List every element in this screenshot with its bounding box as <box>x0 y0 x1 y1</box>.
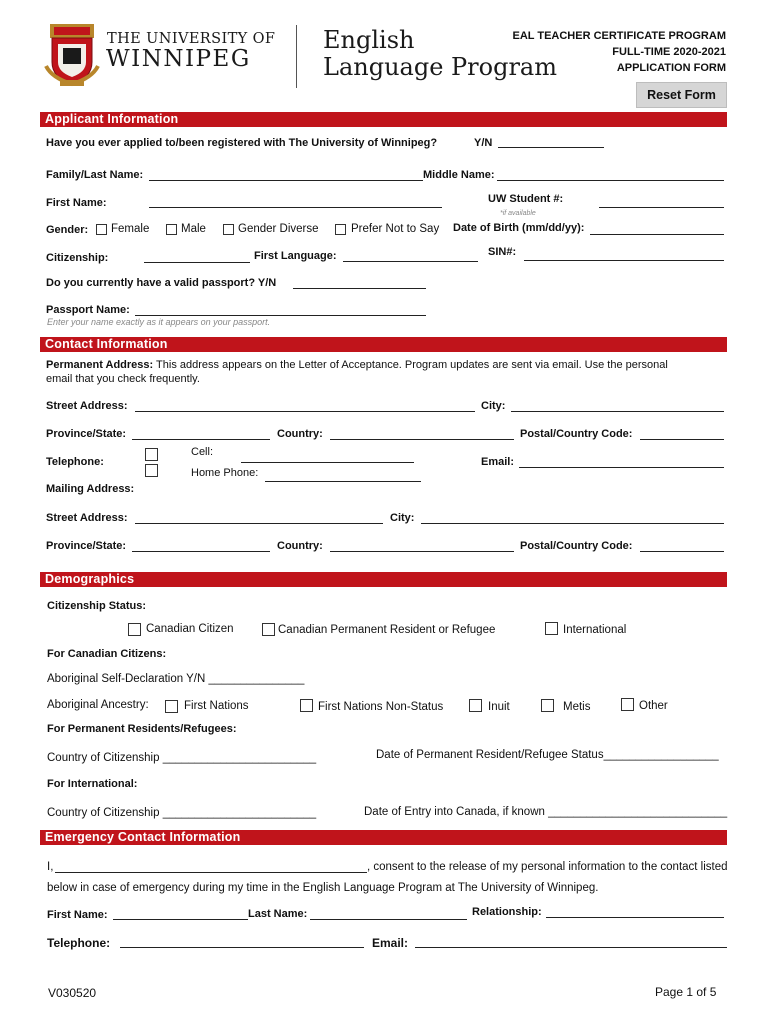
program-name-line2: Language Program <box>323 53 557 81</box>
consent-i-label: I, <box>47 861 54 873</box>
dob-label: Date of Birth (mm/dd/yy): <box>453 222 585 234</box>
middle-name-label: Middle Name: <box>423 169 495 181</box>
home-phone-field[interactable] <box>265 481 421 482</box>
gender-female-checkbox[interactable] <box>96 224 107 235</box>
consent-name-field[interactable] <box>55 872 367 873</box>
emergency-email-label: Email: <box>372 936 409 950</box>
postal-label: Postal/Country Code: <box>520 428 633 440</box>
permanent-address-note-line2: email that you check frequently. <box>46 373 200 385</box>
other-checkbox[interactable] <box>621 698 634 711</box>
family-name-field[interactable] <box>149 180 423 181</box>
canadian-citizen-checkbox[interactable] <box>128 623 141 636</box>
gender-male-label: Male <box>181 223 206 235</box>
passport-name-label: Passport Name: <box>46 304 130 316</box>
mailing-city-label: City: <box>390 512 415 524</box>
permanent-resident-checkbox[interactable] <box>262 623 275 636</box>
citizenship-label: Citizenship: <box>46 252 109 264</box>
mailing-street-label: Street Address: <box>46 512 128 524</box>
emergency-telephone-label: Telephone: <box>47 936 111 950</box>
document-title <box>513 28 727 76</box>
email-label: Email: <box>481 456 515 468</box>
international-checkbox[interactable] <box>545 622 558 635</box>
version-code: V030520 <box>48 986 97 1000</box>
passport-yn-field[interactable] <box>293 288 426 289</box>
applied-yn-label: Y/N <box>474 137 493 149</box>
home-phone-label: Home Phone: <box>191 467 259 479</box>
gender-male-checkbox[interactable] <box>166 224 177 235</box>
document-title-line2: FULL-TIME 2020-2021 <box>612 46 726 58</box>
uw-student-field[interactable] <box>599 207 724 208</box>
family-name-label: Family/Last Name: <box>46 169 144 181</box>
section-title-emergency: Emergency Contact Information <box>45 830 241 844</box>
gender-diverse-checkbox[interactable] <box>223 224 234 235</box>
passport-question: Do you currently have a valid passport? Y/N <box>46 277 277 289</box>
gender-prefer-not-checkbox[interactable] <box>335 224 346 235</box>
permanent-resident-label: Canadian Permanent Resident or Refugee <box>278 624 496 636</box>
for-permanent-residents-label: For Permanent Residents/Refugees: <box>47 723 237 735</box>
metis-checkbox[interactable] <box>541 699 554 712</box>
section-bar-contact <box>40 337 727 352</box>
uw-student-label: UW Student #: <box>488 193 564 205</box>
passport-name-hint: Enter your name exactly as it appears on your passport. <box>47 317 271 327</box>
first-name-field[interactable] <box>149 207 442 208</box>
middle-name-field[interactable] <box>497 180 724 181</box>
email-field[interactable] <box>519 467 724 468</box>
entry-date-canada[interactable]: Date of Entry into Canada, if known ____________________________ <box>364 806 728 818</box>
page-number: Page 1 of 5 <box>655 985 717 999</box>
citizenship-field[interactable] <box>144 262 250 263</box>
section-bar-applicant <box>40 112 727 127</box>
province-label: Province/State: <box>46 428 127 440</box>
for-canadian-label: For Canadian Citizens: <box>47 648 167 660</box>
emergency-relationship-label: Relationship: <box>472 906 542 918</box>
first-language-field[interactable] <box>343 261 478 262</box>
aboriginal-ancestry-label: Aboriginal Ancestry: <box>47 699 149 711</box>
applied-yn-field[interactable] <box>498 147 604 148</box>
emergency-telephone-field[interactable] <box>120 947 364 948</box>
dob-field[interactable] <box>590 234 724 235</box>
permanent-address-label: Permanent Address: <box>46 359 154 371</box>
first-nations-non-status-label: First Nations Non-Status <box>318 701 444 713</box>
mailing-address-label: Mailing Address: <box>46 483 135 495</box>
emergency-last-name-label: Last Name: <box>248 908 308 920</box>
mailing-country-field[interactable] <box>330 551 514 552</box>
first-nations-checkbox[interactable] <box>165 700 178 713</box>
gender-diverse-label: Gender Diverse <box>238 223 319 235</box>
section-title-demographics: Demographics <box>45 572 135 586</box>
inuit-label: Inuit <box>488 701 510 713</box>
cell-label: Cell: <box>191 446 214 458</box>
emergency-first-name-label: First Name: <box>47 909 108 921</box>
consent-text-line1: , consent to the release of my personal information to the contact listed <box>367 861 728 873</box>
inuit-checkbox[interactable] <box>469 699 482 712</box>
emergency-first-name-field[interactable] <box>113 919 248 920</box>
document-title-line1: EAL TEACHER CERTIFICATE PROGRAM <box>512 30 726 42</box>
metis-label: Metis <box>563 701 591 713</box>
gender-label: Gender: <box>46 224 89 236</box>
mailing-street-field[interactable] <box>135 523 383 524</box>
emergency-relationship-field[interactable] <box>546 917 724 918</box>
program-name-line1: English <box>323 26 415 54</box>
street-address-field[interactable] <box>135 411 475 412</box>
reset-form-button[interactable]: Reset Form <box>636 82 727 108</box>
applied-question: Have you ever applied to/been registered with The University of Winnipeg? <box>46 137 438 149</box>
consent-text-line2: below in case of emergency during my time in the English Language Program at The University of Winnipeg. <box>47 882 599 894</box>
mailing-postal-label: Postal/Country Code: <box>520 540 633 552</box>
mailing-city-field[interactable] <box>421 523 724 524</box>
permanent-address-note <box>46 358 668 386</box>
document-title-line3: APPLICATION FORM <box>616 62 726 74</box>
province-field[interactable] <box>132 439 270 440</box>
pr-country-of-citizenship[interactable]: Country of Citizenship ________________________ <box>47 752 317 764</box>
mailing-country-label: Country: <box>277 540 323 552</box>
section-bar-demographics <box>40 572 727 587</box>
telephone-label: Telephone: <box>46 456 104 468</box>
postal-field[interactable] <box>640 439 724 440</box>
sin-field[interactable] <box>524 260 724 261</box>
other-label: Other <box>639 700 668 712</box>
gender-female-label: Female <box>111 223 150 235</box>
first-nations-non-status-checkbox[interactable] <box>300 699 313 712</box>
section-title-contact: Contact Information <box>45 337 168 351</box>
mailing-province-field[interactable] <box>132 551 270 552</box>
cell-field[interactable] <box>241 462 414 463</box>
passport-name-field[interactable] <box>135 315 426 316</box>
first-name-label: First Name: <box>46 197 107 209</box>
section-bar-emergency <box>40 830 727 845</box>
university-logo <box>42 22 102 88</box>
first-nations-label: First Nations <box>184 700 249 712</box>
university-name-line2: WINNIPEG <box>106 46 251 72</box>
university-name-line1: THE UNIVERSITY OF <box>107 31 276 47</box>
international-label: International <box>563 624 627 636</box>
header-divider <box>296 25 297 88</box>
city-field[interactable] <box>511 411 724 412</box>
canadian-citizen-label: Canadian Citizen <box>146 623 234 635</box>
cell-checkbox[interactable] <box>145 448 158 461</box>
first-language-label: First Language: <box>254 250 337 262</box>
for-international-label: For International: <box>47 778 138 790</box>
emergency-email-field[interactable] <box>415 947 727 948</box>
permanent-address-note-line1: This address appears on the Letter of Acceptance. Program updates are sent via email. Use the personal <box>156 359 668 371</box>
sin-label: SIN#: <box>488 246 517 258</box>
emergency-last-name-field[interactable] <box>310 919 467 920</box>
home-phone-checkbox[interactable] <box>145 464 158 477</box>
intl-country-of-citizenship[interactable]: Country of Citizenship ________________________ <box>47 807 317 819</box>
aboriginal-declaration: Aboriginal Self-Declaration Y/N _______________ <box>47 673 305 685</box>
mailing-province-label: Province/State: <box>46 540 127 552</box>
street-address-label: Street Address: <box>46 400 128 412</box>
if-available-note: *if available <box>500 210 536 217</box>
country-label: Country: <box>277 428 323 440</box>
city-label: City: <box>481 400 506 412</box>
pr-status-date[interactable]: Date of Permanent Resident/Refugee Status__________________ <box>376 749 719 761</box>
mailing-postal-field[interactable] <box>640 551 724 552</box>
section-title-applicant: Applicant Information <box>45 112 179 126</box>
gender-prefer-not-label: Prefer Not to Say <box>351 223 440 235</box>
citizenship-status-label: Citizenship Status: <box>47 600 147 612</box>
country-field[interactable] <box>330 439 514 440</box>
